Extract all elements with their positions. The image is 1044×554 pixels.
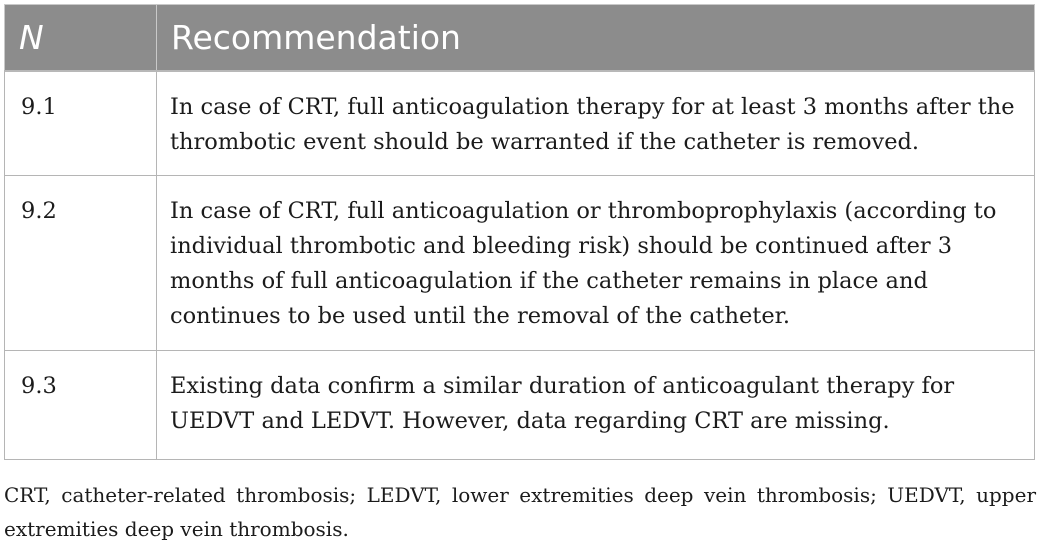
column-header-recommendation: Recommendation [157, 5, 1035, 71]
table-row [5, 351, 1035, 460]
row-number: 9.1 [5, 71, 157, 176]
row-recommendation-text: Existing data confirm a similar duration of anticoagulant therapy for UEDVT and LEDVT. However, data regarding CRT are missing. [157, 351, 1035, 460]
table-header-row [5, 5, 1035, 71]
row-recommendation-text: In case of CRT, full anticoagulation therapy for at least 3 months after the thrombotic event should be warranted if the catheter is removed. [157, 71, 1035, 176]
column-header-n: N [5, 5, 157, 71]
recommendations-table-container [4, 4, 1035, 460]
table-row [5, 71, 1035, 176]
row-recommendation-text: In case of CRT, full anticoagulation or thromboprophylaxis (according to individual thrombotic and bleeding risk) should be continued after 3 months of full anticoagulation if the catheter remains in place and continues to be used until the removal of the catheter. [157, 176, 1035, 351]
table-row [5, 176, 1035, 351]
table-footnote: CRT, catheter-related thrombosis; LEDVT, lower extremities deep vein thrombosis; UEDVT, upper extremities deep vein thrombosis. [4, 483, 1036, 541]
row-number: 9.3 [5, 351, 157, 460]
recommendations-table [4, 4, 1035, 460]
row-number: 9.2 [5, 176, 157, 351]
